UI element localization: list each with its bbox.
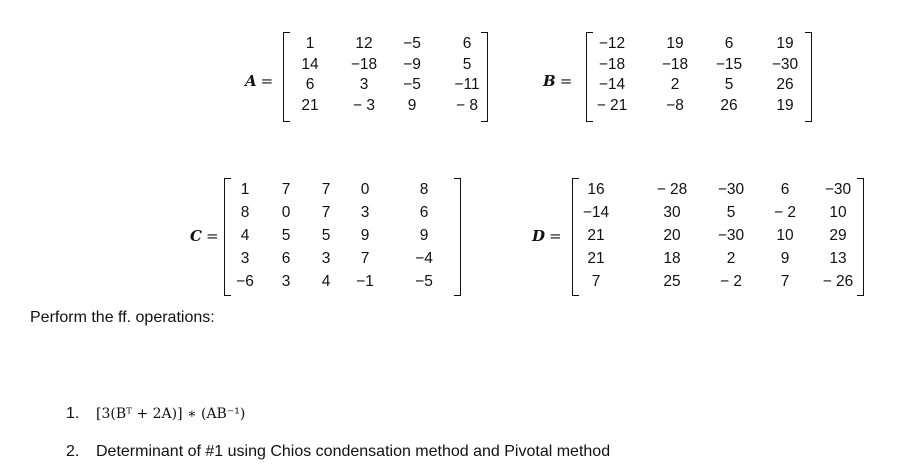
- matrix-a-cell: 1: [305, 35, 315, 52]
- matrix-d-cell: − 2: [720, 273, 742, 290]
- matrix-b-cell: −14: [598, 76, 626, 93]
- matrix-c-cell: 6: [281, 250, 291, 267]
- matrix-d-cell: 20: [663, 227, 681, 244]
- matrix-c-cell: 7: [321, 181, 331, 198]
- matrix-b-cell: 6: [724, 35, 734, 52]
- matrix-d-cell: −30: [717, 227, 745, 244]
- matrix-c-cell: 5: [281, 227, 291, 244]
- matrix-d-cell: 21: [587, 250, 605, 267]
- matrix-d-cell: − 26: [822, 273, 854, 290]
- matrix-d-cell: −30: [717, 181, 745, 198]
- matrix-a-cell: 6: [305, 76, 315, 93]
- matrix-d: [572, 178, 864, 296]
- matrix-d-cell: 30: [663, 204, 681, 221]
- operation-2-number: 2.: [66, 443, 80, 460]
- matrix-a-cell: −9: [403, 55, 421, 73]
- matrix-a-cell: 9: [407, 96, 417, 114]
- matrix-b-cell: 19: [666, 35, 684, 52]
- matrix-c-cell: 8: [240, 204, 250, 221]
- matrix-d-cell: 16: [587, 181, 605, 198]
- matrix-c-cell: 4: [321, 273, 331, 290]
- matrix-a-cell: 5: [462, 55, 472, 73]
- matrix-c-cell: 1: [240, 181, 250, 198]
- matrix-c-cell: 7: [281, 181, 291, 198]
- operation-2-text: Determinant of #1 using Chios condensation method and Pivotal method: [96, 443, 611, 460]
- matrix-c-cell: −5: [415, 273, 433, 290]
- matrix-a-cell: 3: [359, 76, 369, 93]
- matrix-d-cell: 13: [829, 250, 847, 267]
- matrix-c-cell: 7: [321, 204, 331, 221]
- matrix-d-cell: 10: [776, 227, 794, 244]
- matrix-d-cell: 29: [829, 227, 847, 244]
- matrix-b-cell: −8: [666, 96, 684, 114]
- matrix-c-cell: 3: [321, 250, 331, 267]
- matrix-b-label: B =: [543, 72, 573, 90]
- matrix-d-cell: 18: [663, 250, 681, 267]
- matrix-b-cell: 26: [720, 96, 738, 114]
- matrix-c-cell: 3: [360, 204, 370, 221]
- matrix-c-cell: −1: [356, 273, 374, 290]
- matrix-c-cell: 5: [321, 227, 331, 244]
- matrix-b-cell: 26: [776, 76, 794, 93]
- matrix-a-cell: −18: [350, 55, 378, 73]
- matrix-b-cell: − 21: [596, 96, 628, 114]
- matrix-d-cell: 6: [780, 181, 790, 198]
- matrix-d-cell: 5: [726, 204, 736, 221]
- matrix-c-cell: 3: [240, 250, 250, 267]
- matrix-c-label: C =: [190, 227, 219, 245]
- matrix-c: [224, 178, 461, 296]
- matrix-c-cell: −6: [236, 273, 254, 290]
- matrix-a: [283, 32, 488, 122]
- matrix-d-cell: 7: [591, 273, 601, 290]
- operation-2: [66, 443, 610, 461]
- matrix-d-cell: 7: [780, 273, 790, 290]
- matrix-a-cell: −5: [403, 76, 421, 93]
- matrix-d-cell: 2: [726, 250, 736, 267]
- matrix-b-cell: 2: [670, 76, 680, 93]
- matrix-c-cell: 8: [419, 181, 429, 198]
- matrix-a-cell: 14: [301, 55, 319, 73]
- matrix-b-cell: −18: [598, 55, 626, 73]
- matrix-b-cell: 19: [776, 96, 794, 114]
- matrix-b-cell: −15: [715, 55, 743, 73]
- matrix-a-cell: 12: [355, 35, 373, 52]
- operation-1: [66, 405, 245, 423]
- matrix-c-cell: 9: [419, 227, 429, 244]
- matrix-b-cell: 5: [724, 76, 734, 93]
- matrix-c-bracket-right: [454, 178, 461, 296]
- matrix-b: [586, 32, 812, 122]
- matrix-d-cell: 21: [587, 227, 605, 244]
- matrix-d-cell: − 28: [656, 181, 688, 198]
- matrix-a-cell: −11: [454, 76, 480, 93]
- matrix-b-cell: −12: [598, 35, 626, 52]
- matrix-c-cell: 7: [360, 250, 370, 267]
- matrix-a-cell: − 3: [353, 96, 375, 114]
- matrix-d-cell: 10: [829, 204, 847, 221]
- matrix-c-cell: 0: [281, 204, 291, 221]
- operation-1-formula: [3(Bᵀ + 2A)] ∗ (AB⁻¹): [96, 406, 246, 422]
- matrix-d-cell: 9: [780, 250, 790, 267]
- operation-1-number: 1.: [66, 405, 80, 422]
- instructions-text: Perform the ff. operations:: [30, 309, 215, 326]
- matrix-c-cell: 4: [240, 227, 250, 244]
- matrix-c-cell: −4: [415, 250, 433, 267]
- matrix-b-cell: −30: [771, 55, 799, 73]
- matrix-d-cell: 25: [663, 273, 681, 290]
- matrix-a-cell: 21: [301, 96, 319, 114]
- matrix-d-label: D =: [532, 227, 562, 245]
- matrix-b-cell: −18: [661, 55, 689, 73]
- matrix-c-cell: 3: [281, 273, 291, 290]
- matrix-a-cell: − 8: [456, 96, 478, 114]
- matrix-c-cell: 0: [360, 181, 370, 198]
- matrix-c-cell: 9: [360, 227, 370, 244]
- matrix-a-cell: 6: [462, 35, 472, 52]
- matrix-a-cell: −5: [403, 35, 421, 52]
- matrix-d-cell: − 2: [774, 204, 796, 221]
- matrix-c-cell: 6: [419, 204, 429, 221]
- matrix-a-label: A =: [245, 72, 274, 90]
- matrix-b-cell: 19: [776, 35, 794, 52]
- matrix-d-cell: −14: [582, 204, 610, 221]
- matrix-d-cell: −30: [824, 181, 852, 198]
